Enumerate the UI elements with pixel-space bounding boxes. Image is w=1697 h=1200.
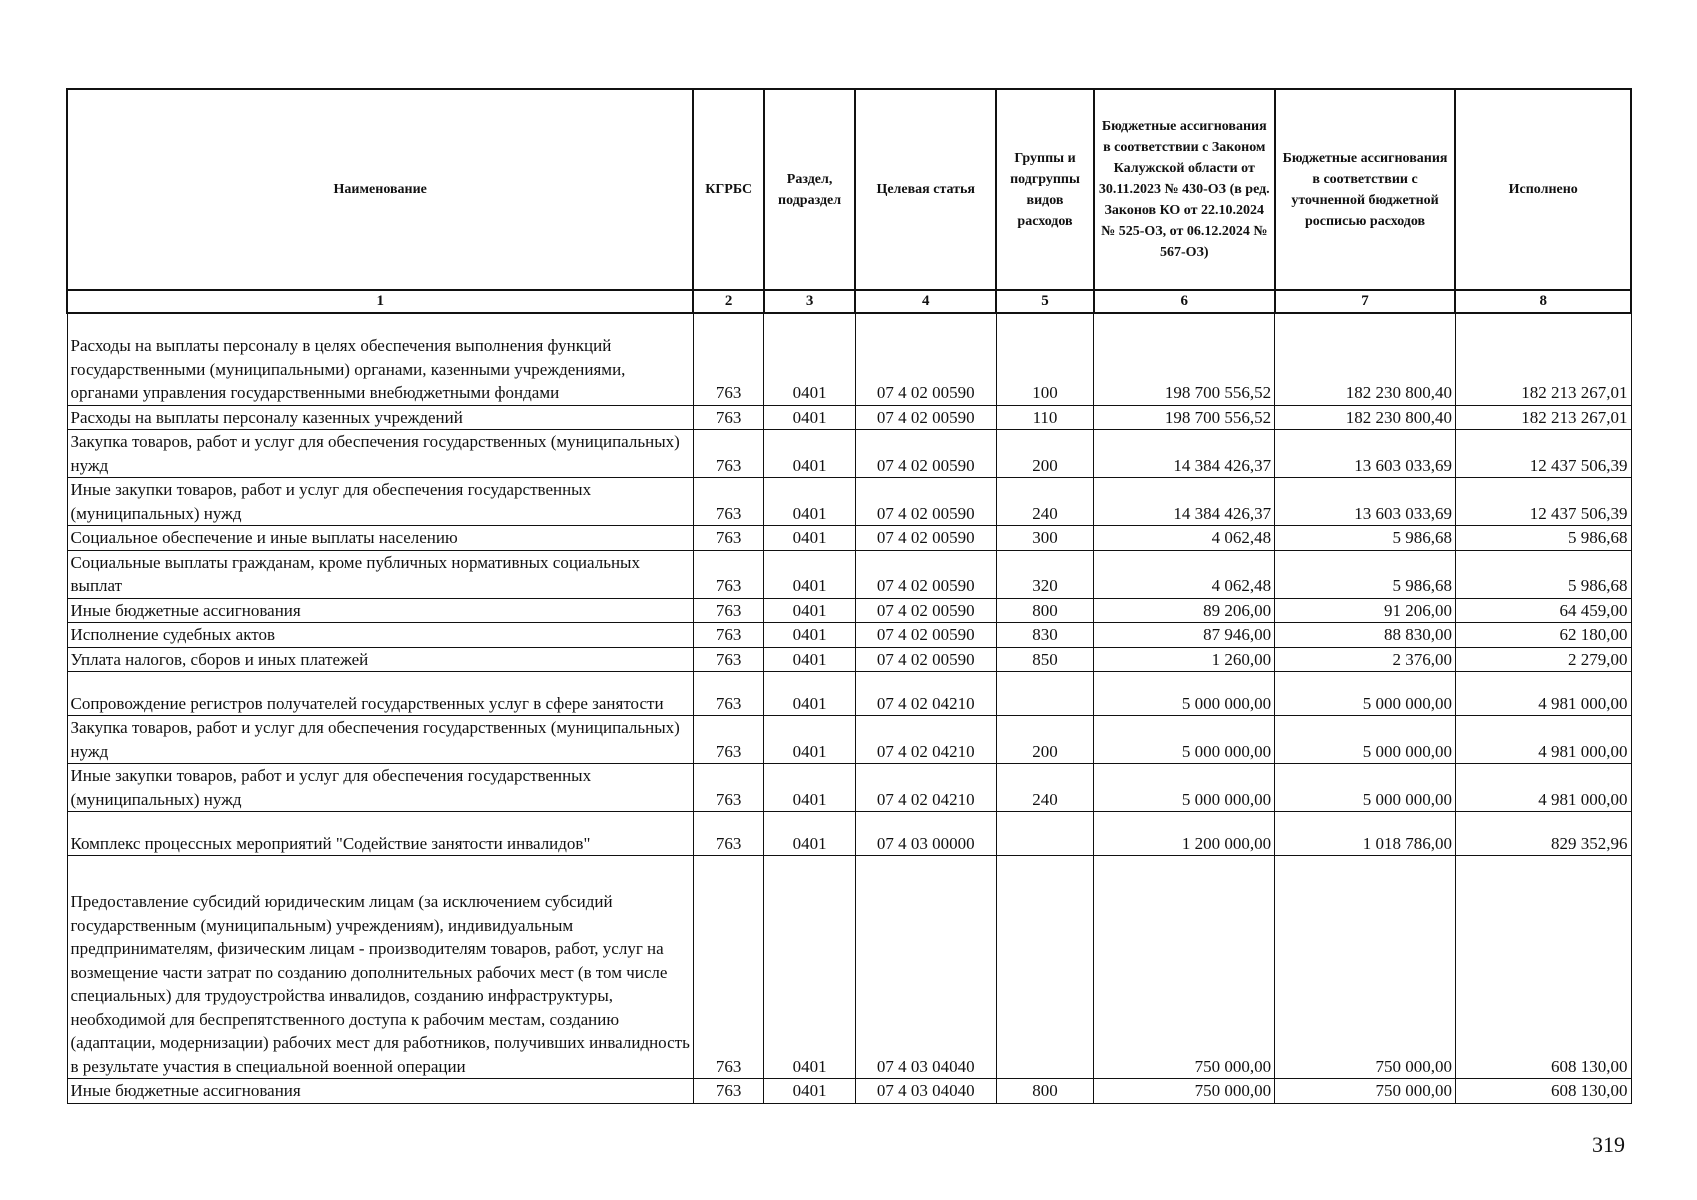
row-executed: 608 130,00 (1455, 856, 1631, 1079)
row-budget-law: 14 384 426,37 (1094, 478, 1275, 526)
row-section: 0401 (764, 716, 855, 764)
row-group (996, 856, 1094, 1079)
row-budget-refined: 1 018 786,00 (1275, 812, 1456, 856)
header-groups: Группы и подгруппы видов расходов (996, 89, 1094, 290)
table-row (67, 313, 1631, 405)
row-group (996, 812, 1094, 856)
row-kgrbs: 763 (693, 550, 763, 598)
row-budget-law: 750 000,00 (1094, 1079, 1275, 1104)
row-budget-law: 750 000,00 (1094, 856, 1275, 1079)
row-target: 07 4 02 00590 (855, 647, 996, 672)
page-number: 319 (1592, 1132, 1625, 1157)
row-budget-refined: 5 986,68 (1275, 550, 1456, 598)
row-executed: 4 981 000,00 (1455, 764, 1631, 812)
column-number-row (67, 290, 1631, 313)
row-executed: 829 352,96 (1455, 812, 1631, 856)
row-group: 850 (996, 647, 1094, 672)
row-name: Социальные выплаты гражданам, кроме публичных нормативных социальных выплат (67, 550, 693, 598)
row-group: 200 (996, 430, 1094, 478)
column-number: 7 (1275, 290, 1456, 313)
row-executed: 182 213 267,01 (1455, 313, 1631, 405)
row-budget-refined: 91 206,00 (1275, 598, 1456, 623)
row-name: Расходы на выплаты персоналу в целях обеспечения выполнения функций государственными (муниципальными) органами, казенными учреждениями, органами управления государственными внебюджетными фондами (67, 313, 693, 405)
row-name: Комплекс процессных мероприятий "Содействие занятости инвалидов" (67, 812, 693, 856)
row-target: 07 4 02 00590 (855, 405, 996, 430)
row-section: 0401 (764, 672, 855, 716)
row-name: Предоставление субсидий юридическим лицам (за исключением субсидий государственным (муниципальным) учреждениям), индивидуальным предпринимателям, физическим лицам - производителям товаров, работ, услуг на возмещение части затрат по созданию дополнительных рабочих мест (в том числе специальных) для трудоустройства инвалидов, созданию инфраструктуры, необходимой для беспрепятственного доступа к рабочим местам, созданию (адаптации, модернизации) рабочих мест для работников, получивших инвалидность в результате участия в специальной военной операции (67, 856, 693, 1079)
row-group: 240 (996, 764, 1094, 812)
row-budget-refined: 5 000 000,00 (1275, 672, 1456, 716)
row-section: 0401 (764, 550, 855, 598)
row-executed: 4 981 000,00 (1455, 716, 1631, 764)
row-section: 0401 (764, 1079, 855, 1104)
row-section: 0401 (764, 598, 855, 623)
row-budget-law: 5 000 000,00 (1094, 716, 1275, 764)
row-executed: 182 213 267,01 (1455, 405, 1631, 430)
row-budget-law: 5 000 000,00 (1094, 672, 1275, 716)
row-target: 07 4 02 00590 (855, 598, 996, 623)
row-budget-refined: 5 986,68 (1275, 526, 1456, 551)
table-row (67, 672, 1631, 716)
row-target: 07 4 02 00590 (855, 623, 996, 648)
row-section: 0401 (764, 647, 855, 672)
row-name: Социальное обеспечение и иные выплаты населению (67, 526, 693, 551)
row-budget-law: 4 062,48 (1094, 526, 1275, 551)
row-budget-refined: 5 000 000,00 (1275, 716, 1456, 764)
row-executed: 64 459,00 (1455, 598, 1631, 623)
row-section: 0401 (764, 856, 855, 1079)
row-section: 0401 (764, 405, 855, 430)
row-budget-law: 89 206,00 (1094, 598, 1275, 623)
table-row (67, 764, 1631, 812)
row-group: 300 (996, 526, 1094, 551)
row-budget-law: 5 000 000,00 (1094, 764, 1275, 812)
row-section: 0401 (764, 623, 855, 648)
row-name: Иные бюджетные ассигнования (67, 598, 693, 623)
row-kgrbs: 763 (693, 1079, 763, 1104)
row-target: 07 4 02 04210 (855, 716, 996, 764)
row-kgrbs: 763 (693, 526, 763, 551)
row-section: 0401 (764, 313, 855, 405)
row-name: Иные бюджетные ассигнования (67, 1079, 693, 1104)
row-executed: 12 437 506,39 (1455, 430, 1631, 478)
header-name: Наименование (67, 89, 693, 290)
table-row (67, 647, 1631, 672)
row-budget-refined: 88 830,00 (1275, 623, 1456, 648)
row-executed: 2 279,00 (1455, 647, 1631, 672)
row-kgrbs: 763 (693, 313, 763, 405)
row-kgrbs: 763 (693, 623, 763, 648)
row-section: 0401 (764, 430, 855, 478)
row-executed: 5 986,68 (1455, 550, 1631, 598)
row-budget-refined: 750 000,00 (1275, 1079, 1456, 1104)
row-budget-law: 198 700 556,52 (1094, 405, 1275, 430)
row-group: 800 (996, 598, 1094, 623)
table-row (67, 430, 1631, 478)
row-budget-law: 87 946,00 (1094, 623, 1275, 648)
row-kgrbs: 763 (693, 478, 763, 526)
table-row (67, 550, 1631, 598)
row-executed: 12 437 506,39 (1455, 478, 1631, 526)
row-name: Закупка товаров, работ и услуг для обеспечения государственных (муниципальных) нужд (67, 716, 693, 764)
row-kgrbs: 763 (693, 764, 763, 812)
row-kgrbs: 763 (693, 598, 763, 623)
header-kgrbs: КГРБС (693, 89, 763, 290)
header-budget-law: Бюджетные ассигнования в соответствии с Законом Калужской области от 30.11.2023 № 430-ОЗ (в ред. Законов КО от 22.10.2024 № 525-ОЗ, от 06.12.2024 № 567-ОЗ) (1094, 89, 1275, 290)
row-budget-refined: 182 230 800,40 (1275, 313, 1456, 405)
row-budget-law: 1 260,00 (1094, 647, 1275, 672)
row-target: 07 4 02 00590 (855, 313, 996, 405)
row-kgrbs: 763 (693, 672, 763, 716)
header-budget-refined: Бюджетные ассигнования в соответствии с уточненной бюджетной росписью расходов (1275, 89, 1456, 290)
row-budget-law: 1 200 000,00 (1094, 812, 1275, 856)
header-target: Целевая статья (855, 89, 996, 290)
row-group (996, 672, 1094, 716)
header-executed: Исполнено (1455, 89, 1631, 290)
row-section: 0401 (764, 812, 855, 856)
row-group: 800 (996, 1079, 1094, 1104)
column-number: 5 (996, 290, 1094, 313)
row-name: Уплата налогов, сборов и иных платежей (67, 647, 693, 672)
row-kgrbs: 763 (693, 812, 763, 856)
row-kgrbs: 763 (693, 430, 763, 478)
row-target: 07 4 03 04040 (855, 1079, 996, 1104)
row-target: 07 4 02 04210 (855, 764, 996, 812)
row-budget-refined: 5 000 000,00 (1275, 764, 1456, 812)
table-row (67, 812, 1631, 856)
row-target: 07 4 03 00000 (855, 812, 996, 856)
header-section: Раздел, подраздел (764, 89, 855, 290)
table-row (67, 1079, 1631, 1104)
row-target: 07 4 02 04210 (855, 672, 996, 716)
column-number: 1 (67, 290, 693, 313)
row-section: 0401 (764, 526, 855, 551)
row-budget-refined: 2 376,00 (1275, 647, 1456, 672)
row-executed: 608 130,00 (1455, 1079, 1631, 1104)
row-budget-refined: 13 603 033,69 (1275, 478, 1456, 526)
row-budget-law: 4 062,48 (1094, 550, 1275, 598)
row-target: 07 4 02 00590 (855, 550, 996, 598)
table-row (67, 716, 1631, 764)
row-kgrbs: 763 (693, 647, 763, 672)
row-name: Сопровождение регистров получателей государственных услуг в сфере занятости (67, 672, 693, 716)
row-budget-law: 14 384 426,37 (1094, 430, 1275, 478)
row-group: 240 (996, 478, 1094, 526)
row-name: Исполнение судебных актов (67, 623, 693, 648)
table-row (67, 478, 1631, 526)
row-group: 110 (996, 405, 1094, 430)
row-section: 0401 (764, 764, 855, 812)
table-row (67, 526, 1631, 551)
row-name: Закупка товаров, работ и услуг для обеспечения государственных (муниципальных) нужд (67, 430, 693, 478)
row-group: 100 (996, 313, 1094, 405)
column-number: 6 (1094, 290, 1275, 313)
column-number: 3 (764, 290, 855, 313)
row-section: 0401 (764, 478, 855, 526)
row-kgrbs: 763 (693, 856, 763, 1079)
budget-table (66, 88, 1632, 1104)
table-row (67, 623, 1631, 648)
row-budget-law: 198 700 556,52 (1094, 313, 1275, 405)
row-budget-refined: 182 230 800,40 (1275, 405, 1456, 430)
table-row (67, 598, 1631, 623)
row-target: 07 4 03 04040 (855, 856, 996, 1079)
table-row (67, 856, 1631, 1079)
row-group: 830 (996, 623, 1094, 648)
row-executed: 4 981 000,00 (1455, 672, 1631, 716)
header-row (67, 89, 1631, 290)
table-row (67, 405, 1631, 430)
row-executed: 5 986,68 (1455, 526, 1631, 551)
row-target: 07 4 02 00590 (855, 526, 996, 551)
row-target: 07 4 02 00590 (855, 430, 996, 478)
row-name: Расходы на выплаты персоналу казенных учреждений (67, 405, 693, 430)
row-name: Иные закупки товаров, работ и услуг для обеспечения государственных (муниципальных) нужд (67, 764, 693, 812)
row-name: Иные закупки товаров, работ и услуг для обеспечения государственных (муниципальных) нужд (67, 478, 693, 526)
row-executed: 62 180,00 (1455, 623, 1631, 648)
column-number: 2 (693, 290, 763, 313)
column-number: 8 (1455, 290, 1631, 313)
row-budget-refined: 13 603 033,69 (1275, 430, 1456, 478)
row-target: 07 4 02 00590 (855, 478, 996, 526)
row-budget-refined: 750 000,00 (1275, 856, 1456, 1079)
column-number: 4 (855, 290, 996, 313)
row-kgrbs: 763 (693, 405, 763, 430)
row-group: 320 (996, 550, 1094, 598)
row-group: 200 (996, 716, 1094, 764)
row-kgrbs: 763 (693, 716, 763, 764)
